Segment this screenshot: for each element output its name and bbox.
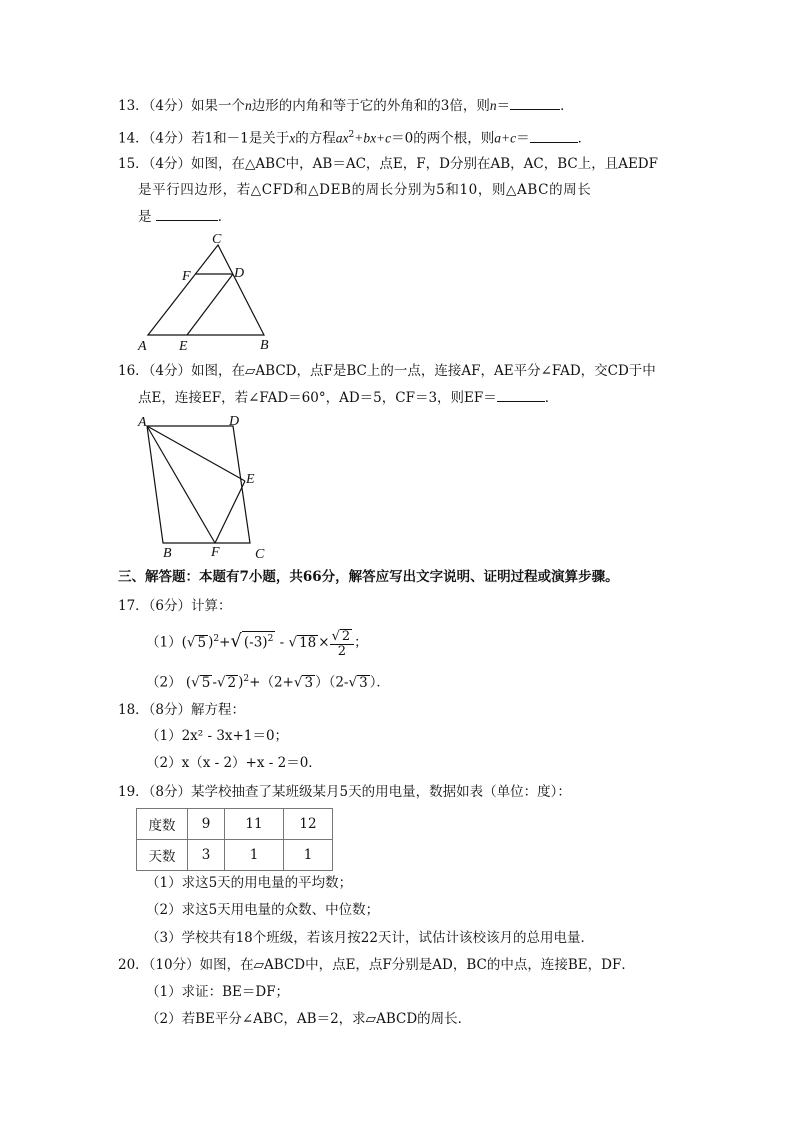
- answer-blank[interactable]: [156, 207, 218, 221]
- question-18: 18．（8分）解方程：: [118, 702, 246, 718]
- question-19-part3: （3）学校共有18个班级，若该月按22天计，试估计该校该月的总用电量．: [146, 930, 594, 946]
- table-row: [137, 840, 333, 871]
- question-16: 16．（4分）如图，在▱ABCD，点F是BC上的一点，连接AF，AE平分∠FAD，交CD于中: [118, 363, 656, 379]
- question-17: 17．（6分）计算：: [118, 598, 232, 614]
- question-14: 14．（4分）若1和－1是关于x的方程$ax^2+bx+c=0$的两个根，则a+c＝ ．: [118, 130, 592, 147]
- table-row: [137, 809, 333, 840]
- question-18-part1: （1）2x² - 3x+1＝0；: [146, 728, 289, 744]
- question-16-line2: 点E，连接EF，若∠FAD＝60°，AD＝5，CF＝3，则EF＝ ．: [138, 390, 559, 406]
- question-17-part2: （2） (√ 5 -√ 2 )$^2$+（2+√ 3 ）（2-√ 3 ）．: [146, 674, 390, 691]
- question-19: 19．（8分）某学校抽查了某班级某月5天的用电量，数据如表（单位：度）：: [118, 784, 571, 800]
- question-15-line3: 是 ．: [138, 209, 232, 225]
- table-cell: 天数: [137, 840, 188, 871]
- label-c: C: [255, 547, 265, 562]
- question-20-part1: （1）求证：BE＝DF；: [146, 984, 290, 1000]
- label-b: B: [163, 546, 172, 561]
- segment-de: [187, 274, 233, 335]
- question-13: 13．（4分）如果一个n边形的内角和等于它的外角和的3倍，则n＝ ．: [118, 98, 574, 114]
- question-15-line2: 是平行四边形，若△CFD和△DEB的周长分别为5和10，则△ABC的周长: [138, 182, 592, 198]
- label-d: D: [234, 266, 245, 281]
- sqrt-icon: √: [288, 634, 298, 651]
- label-c: C: [212, 232, 222, 247]
- triangle-abc: [148, 245, 264, 335]
- section-3-heading: 三、解答题：本题有7小题，共66分，解答应写出文字说明、证明过程或演算步骤。: [118, 569, 619, 585]
- answer-blank[interactable]: [497, 388, 545, 402]
- table-cell: 12: [284, 809, 333, 840]
- figure-15-triangle: [130, 228, 280, 356]
- table-cell: 度数: [137, 809, 188, 840]
- table-cell: 11: [225, 809, 284, 840]
- sqrt-icon: √: [191, 674, 200, 691]
- label-a: A: [138, 339, 147, 354]
- sqrt-icon: √: [331, 628, 340, 644]
- question-18-part2: （2）x（x - 2）+x - 2＝0．: [146, 755, 322, 771]
- segment-ef: [215, 481, 245, 543]
- label-f: F: [182, 269, 191, 284]
- label-f: F: [211, 545, 220, 560]
- question-20: 20．（10分）如图，在▱ABCD中，点E，点F分别是AD，BC的中点，连接BE，DF．: [118, 957, 635, 973]
- question-20-part2: （2）若BE平分∠ABC，AB＝2，求▱ABCD的周长．: [146, 1011, 472, 1027]
- label-d: D: [229, 414, 240, 429]
- label-b: B: [260, 338, 269, 353]
- answer-blank[interactable]: [510, 96, 560, 110]
- label-e: E: [246, 472, 255, 487]
- sqrt-icon: √: [230, 630, 242, 652]
- table-cell: 1: [284, 840, 333, 871]
- table-cell: 1: [225, 840, 284, 871]
- label-e: E: [179, 339, 188, 354]
- fraction: $\frac{√ 2}{2}$: [330, 629, 355, 658]
- question-19-part2: （2）求这5天用电量的众数、中位数；: [146, 902, 380, 918]
- figure-16-parallelogram: [130, 410, 280, 562]
- sqrt-icon: √: [348, 674, 358, 691]
- table-cell: 9: [188, 809, 225, 840]
- question-15: 15．（4分）如图，在△ABC中，AB＝AC，点E，F，D分别在AB，AC，BC上，且AEDF: [118, 156, 659, 172]
- sqrt-icon: √: [293, 674, 303, 691]
- segment-ae: [147, 426, 245, 481]
- data-table: [136, 808, 333, 871]
- question-17-part1: （1）(√ 5 )$^2$+√ $(-3)^2$ - √ 18 × $\frac{√ 2}{2}$ ；: [146, 628, 368, 659]
- parallelogram-abcd: [147, 426, 250, 543]
- answer-blank[interactable]: [530, 129, 578, 143]
- table-cell: 3: [188, 840, 225, 871]
- sqrt-icon: √: [186, 634, 196, 651]
- sqrt-icon: √: [216, 674, 226, 691]
- label-a: A: [138, 415, 147, 430]
- question-19-part1: （1）求这5天的用电量的平均数；: [146, 875, 353, 891]
- segment-af: [147, 426, 215, 543]
